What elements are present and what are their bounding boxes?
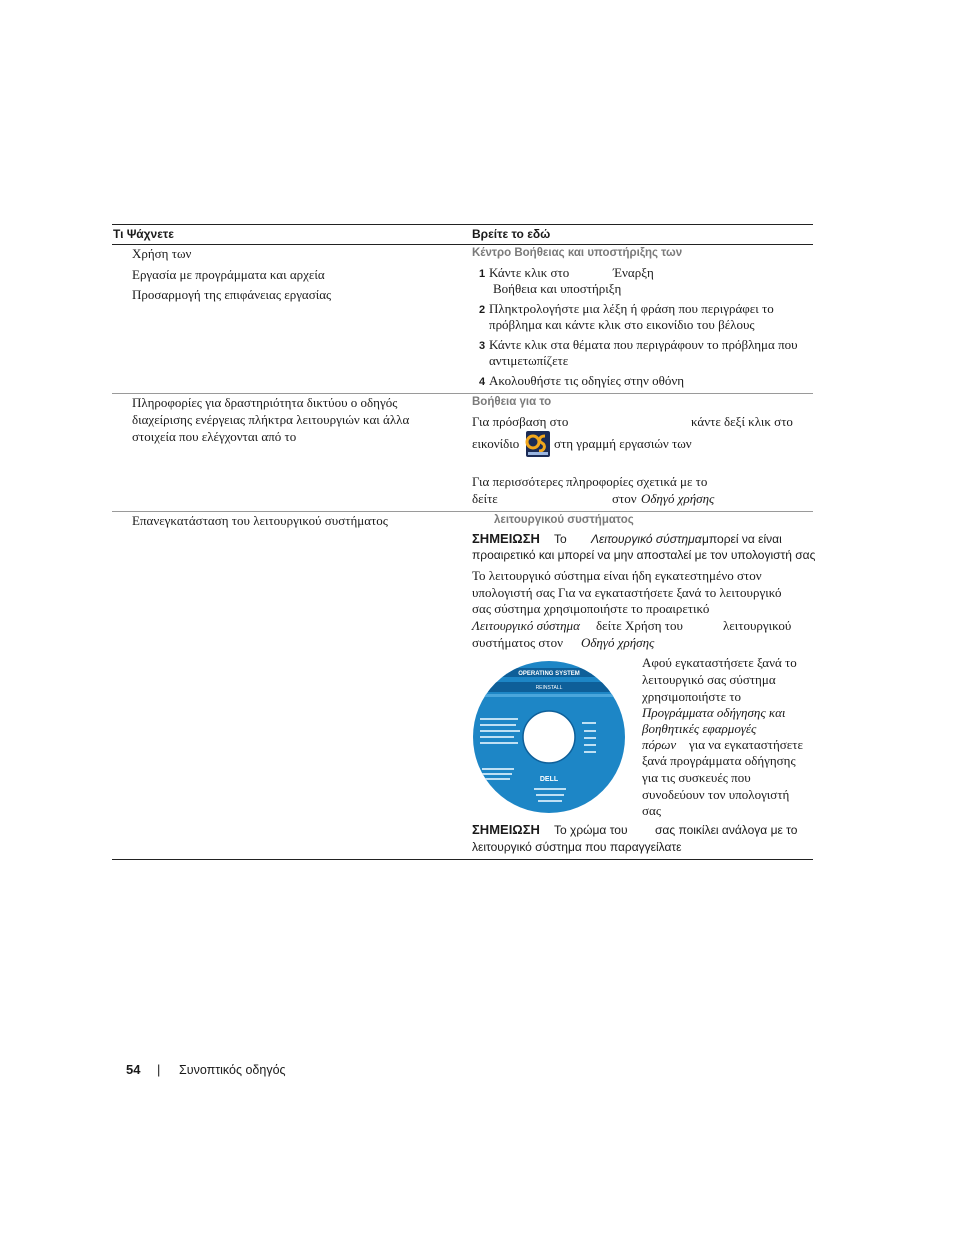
step-text: Πληκτρολογήστε μια λέξη ή φράση που περιγράφει το — [489, 301, 774, 316]
os-paragraph: Λειτουργικό σύστημα — [472, 618, 580, 633]
help-center-heading: Κέντρο Βοήθειας και υποστήριξης των — [472, 247, 683, 259]
row1-left-item: Χρήση των — [132, 246, 192, 261]
os-paragraph: σας σύστημα χρησιμοποιήστε το προαιρετικό — [472, 601, 710, 616]
step-text: πρόβλημα και κάντε κλικ στο εικονίδιο του βέλους — [489, 317, 755, 332]
table-bottom-rule — [112, 859, 813, 860]
note-text: προαιρετικό και μπορεί να μην αποσταλεί με τον υπολογιστή σας — [472, 548, 816, 562]
row1-left-item: Προσαρμογή της επιφάνειας εργασίας — [132, 287, 332, 302]
step-text: Ακολουθήστε τις οδηγίες στην οθόνη — [489, 373, 685, 388]
cd-side-text: βοηθητικές εφαρμογές — [642, 721, 757, 736]
row-divider-1 — [112, 393, 813, 394]
column-header-what: Τι Ψάχνετε — [113, 227, 174, 241]
note-text: Λειτουργικό σύστημα — [591, 532, 702, 546]
more-info-text: Για περισσότερες πληροφορίες σχετικά με το — [472, 474, 708, 489]
footer-title: Συνοπτικός οδηγός — [179, 1063, 286, 1077]
cd-logo-text: DELL — [539, 776, 559, 783]
step-text: Βοήθεια και υποστήριξη — [493, 281, 622, 296]
cd-side-text: για τις συσκευές που — [642, 770, 751, 785]
access-text: Για πρόσβαση στο — [472, 414, 569, 429]
note-text: Το χρώμα του — [554, 823, 628, 837]
os-paragraph: Οδηγό χρήσης — [581, 635, 655, 650]
note-text: μπορεί να είναι — [702, 532, 782, 546]
note-text: σας ποικίλει ανάλογα με το — [655, 823, 798, 837]
step-number: 1 — [479, 268, 486, 280]
more-info-text: δείτε — [472, 491, 498, 506]
row2-left-item: Πληροφορίες για δραστηριότητα δικτύου ο οδηγός — [132, 395, 398, 410]
row2-left-item: στοιχεία που ελέγχονται από το — [132, 429, 297, 444]
os-paragraph: υπολογιστή σας Για να εγκαταστήσετε ξανά το λειτουργικό — [472, 585, 782, 600]
step-text: Κάντε κλικ στο — [489, 265, 570, 280]
os-paragraph: Το λειτουργικό σύστημα είναι ήδη εγκατεστημένο στον — [472, 568, 762, 583]
row3-left-item: Επανεγκατάσταση του λειτουργικού συστήματος — [132, 513, 388, 528]
page-number: 54 — [126, 1062, 141, 1077]
cd-side-text: συνοδεύουν τον υπολογιστή — [642, 787, 790, 802]
row1-left-item: Εργασία με προγράμματα και αρχεία — [132, 267, 325, 282]
step-number: 4 — [479, 376, 486, 388]
icon-text: εικονίδιο — [472, 436, 520, 451]
more-info-text: στον — [612, 491, 637, 506]
step-text: αντιμετωπίζετε — [489, 353, 569, 368]
cd-side-text: Προγράμματα οδήγησης και — [642, 705, 786, 720]
icon-text: στη γραμμή εργασιών των — [554, 436, 692, 451]
note-text: λειτουργικό σύστημα που παραγγείλατε — [472, 840, 682, 854]
note-label: ΣΗΜΕΙΩΣΗ — [472, 822, 540, 837]
more-info-text: Οδηγό χρήσης — [641, 491, 715, 506]
step-text: Κάντε κλικ στα θέματα που περιγράφουν το πρόβλημα που — [489, 337, 798, 352]
column-header-where: Βρείτε το εδώ — [472, 227, 551, 241]
help-for-heading: Βοήθεια για το — [472, 396, 552, 408]
cd-side-text: χρησιμοποιήστε το — [642, 689, 742, 704]
cd-side-text: πόρων — [642, 737, 677, 752]
os-heading: λειτουργικού συστήματος — [494, 514, 634, 526]
os-paragraph: λειτουργικού — [723, 618, 792, 633]
os-paragraph: δείτε Χρήση του — [596, 618, 683, 633]
row2-left-item: διαχείρισης ενέργειας πλήκτρα λειτουργιών και άλλα — [132, 412, 410, 427]
cd-side-text: λειτουργικό σας σύστημα — [642, 672, 776, 687]
cd-title-text: OPERATING SYSTEM — [518, 671, 580, 677]
operating-system-cd-image — [472, 660, 626, 814]
cd-side-text: σας — [642, 803, 661, 818]
access-text: κάντε δεξί κλικ στο — [691, 414, 793, 429]
cd-side-text: ξανά προγράμματα οδήγησης — [642, 753, 796, 768]
footer-separator: | — [157, 1062, 161, 1077]
table-top-rule — [112, 224, 813, 225]
step-number: 3 — [479, 340, 486, 352]
step-text: Έναρξη — [613, 265, 654, 280]
os-paragraph: συστήματος στον — [472, 635, 563, 650]
note-label: ΣΗΜΕΙΩΣΗ — [472, 531, 540, 546]
row-divider-2 — [112, 511, 813, 512]
note-text: Το — [554, 532, 567, 546]
cd-subtitle-text: REINSTALL — [535, 685, 563, 691]
cd-side-text: Αφού εγκαταστήσετε ξανά το — [642, 655, 797, 670]
quickset-icon — [525, 430, 551, 458]
table-header-rule — [112, 244, 813, 245]
step-number: 2 — [479, 304, 486, 316]
cd-side-text: για να εγκαταστήσετε — [689, 737, 803, 752]
